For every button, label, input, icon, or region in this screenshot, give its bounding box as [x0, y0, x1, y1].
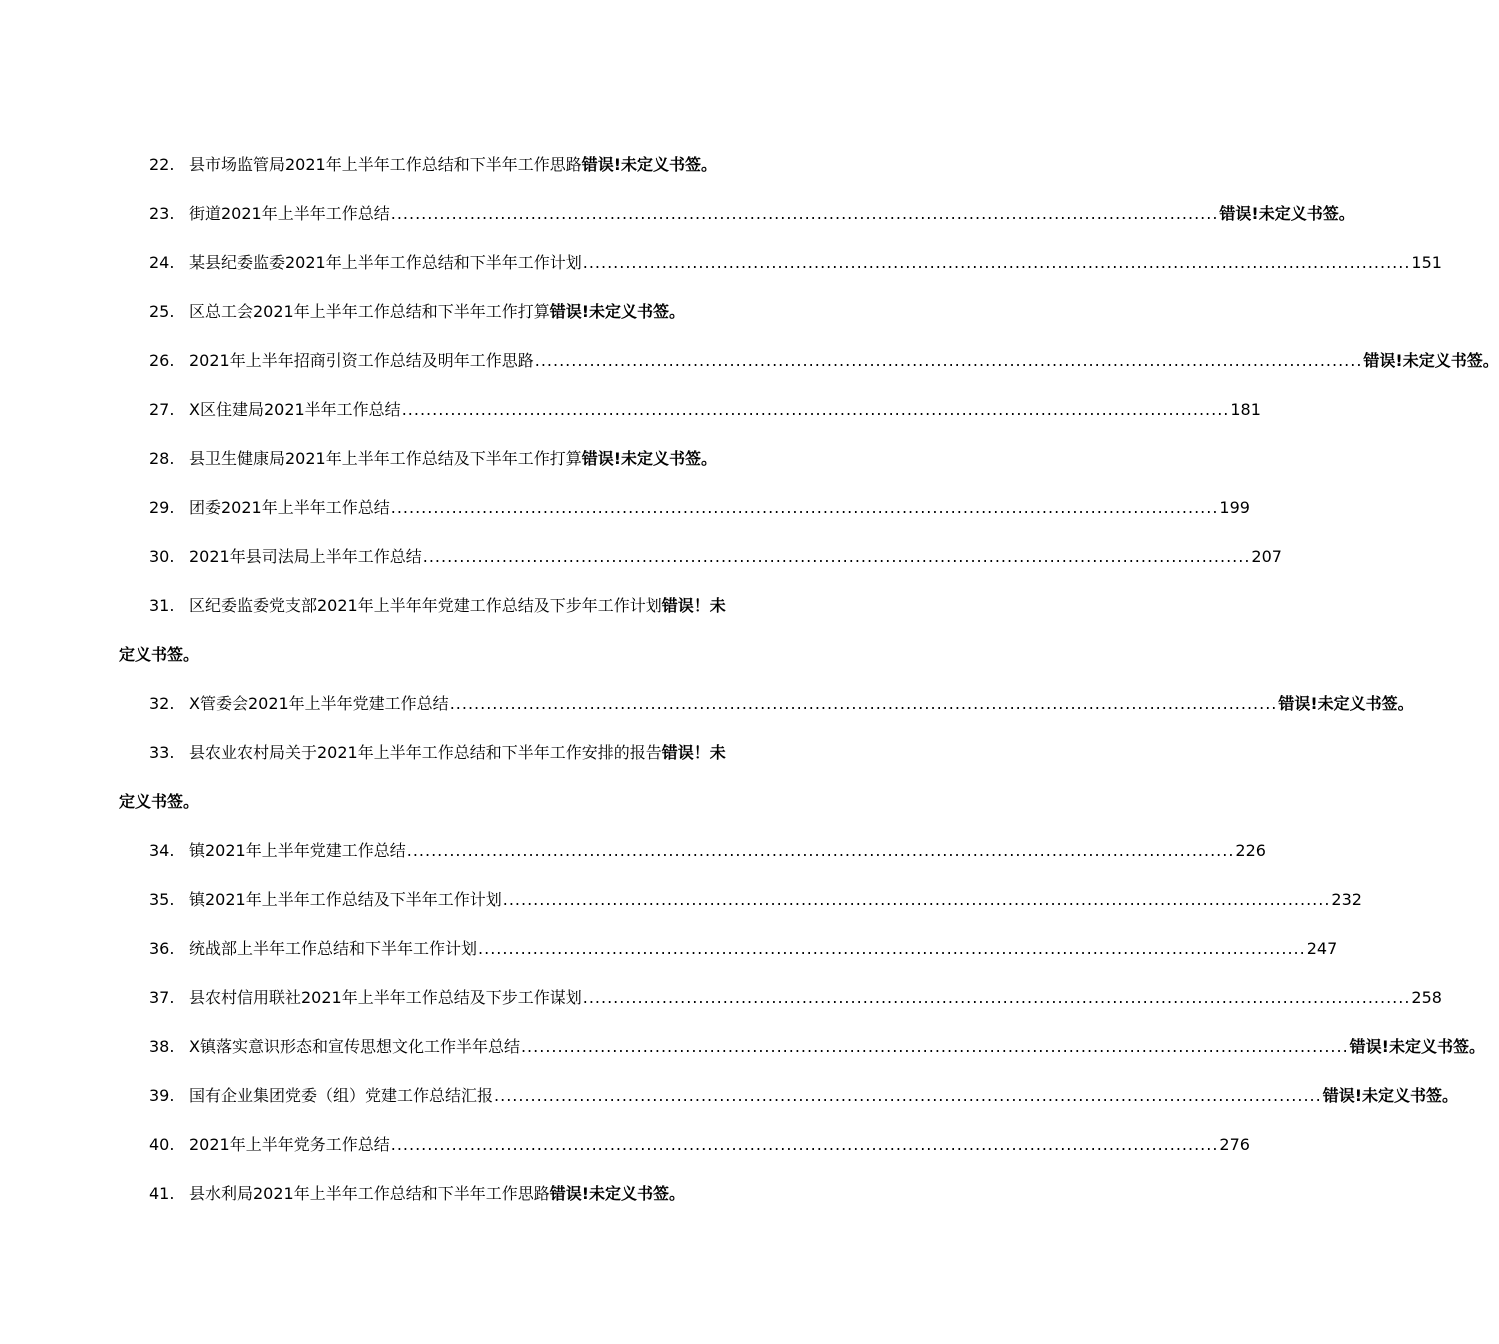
toc-entry[interactable]: [0, 442, 950, 491]
toc-entry-number: 31.: [149, 596, 175, 615]
toc-leader-dots: ........................................................................................................................................: [502, 890, 1331, 909]
toc-bookmark-error: 错误!未定义书签。: [581, 155, 718, 174]
toc-entry-title[interactable]: 县农村信用联社2021年上半年工作总结及下步工作谋划: [189, 988, 582, 1007]
toc-line: [0, 344, 1499, 393]
toc-entry[interactable]: [0, 589, 950, 687]
toc-entry[interactable]: [0, 1030, 1485, 1079]
toc-entry-body: [189, 491, 1250, 525]
toc-entry-number: 35.: [149, 890, 175, 909]
toc-entry-body: [189, 442, 834, 476]
toc-entry-title[interactable]: 区总工会2021年上半年工作总结和下半年工作打算: [189, 302, 550, 321]
toc-line: [0, 1030, 1485, 1079]
toc-line: [0, 1177, 950, 1226]
toc-line: [0, 981, 1442, 1030]
toc-bookmark-error: 错误!未定义书签。: [1322, 1086, 1459, 1105]
toc-entry[interactable]: [0, 883, 1362, 932]
toc-bookmark-error: 错误!未定义书签。: [1349, 1037, 1485, 1056]
toc-entry-title[interactable]: 县水利局2021年上半年工作总结和下半年工作思路: [189, 1184, 550, 1203]
toc-leader-dots: ........................................................................................................................................: [449, 694, 1278, 713]
toc-entry-body: [189, 687, 1414, 721]
toc-entry-body: [189, 1079, 1459, 1113]
toc-entry-number: 24.: [149, 253, 175, 272]
toc-entry-body: [189, 932, 1338, 966]
toc-entry-body: [189, 540, 1282, 574]
toc-page-number: 258: [1411, 988, 1442, 1007]
toc-entry-title[interactable]: 县市场监管局2021年上半年工作总结和下半年工作思路: [189, 155, 582, 174]
toc-bookmark-error: 错误!未定义书签。: [1278, 694, 1414, 713]
toc-entry-title[interactable]: 2021年上半年招商引资工作总结及明年工作思路: [189, 351, 534, 370]
toc-entry-number: 34.: [149, 841, 175, 860]
toc-entry-body: [189, 393, 1261, 427]
toc-entry-number: 29.: [149, 498, 175, 517]
toc-line: [0, 1128, 1250, 1177]
toc-leader-dots: ........................................................................................................................................: [390, 204, 1219, 223]
toc-entry[interactable]: [0, 295, 950, 344]
toc-page-number: 276: [1219, 1135, 1250, 1154]
toc-leader-dots: ........................................................................................................................................: [582, 253, 1411, 272]
toc-page-number: 151: [1411, 253, 1442, 272]
toc-entry-number: 36.: [149, 939, 175, 958]
toc-page-number: 181: [1230, 400, 1261, 419]
toc-line: [0, 540, 1282, 589]
toc-line: [0, 393, 1261, 442]
toc-bookmark-error: 错误！未: [661, 743, 726, 762]
toc-entry-number: 37.: [149, 988, 175, 1007]
toc-entry-number: 41.: [149, 1184, 175, 1203]
toc-line: [0, 883, 1362, 932]
toc-line-continuation: [0, 785, 950, 834]
toc-entry-title[interactable]: 团委2021年上半年工作总结: [189, 498, 390, 517]
toc-bookmark-error: 错误!未定义书签。: [1219, 204, 1355, 223]
toc-leader-dots: ........................................................................................................................................: [406, 841, 1235, 860]
toc-entry[interactable]: [0, 344, 1499, 393]
toc-entry[interactable]: [0, 491, 1250, 540]
toc-entry-title[interactable]: 区纪委监委党支部2021年上半年年党建工作总结及下步年工作计划: [189, 596, 662, 615]
toc-entry-body: [189, 981, 1442, 1015]
toc-entry-body: [189, 246, 1442, 280]
toc-line: [0, 148, 950, 197]
toc-entry-number: 40.: [149, 1135, 175, 1154]
toc-page-number: 199: [1219, 498, 1250, 517]
toc-leader-dots: ........................................................................................................................................: [534, 351, 1363, 370]
toc-entry-number: 26.: [149, 351, 175, 370]
toc-entry[interactable]: [0, 834, 1266, 883]
toc-page-number: 232: [1331, 890, 1362, 909]
toc-bookmark-error: 错误!未定义书签。: [1363, 351, 1499, 370]
toc-page-number: 207: [1251, 547, 1282, 566]
toc-line: [0, 932, 1338, 981]
table-of-contents: [0, 148, 1499, 1226]
toc-entry[interactable]: [0, 687, 1414, 736]
toc-entry-title[interactable]: 2021年县司法局上半年工作总结: [189, 547, 422, 566]
toc-line: [0, 197, 1355, 246]
toc-line: [0, 246, 1442, 295]
toc-entry[interactable]: [0, 736, 950, 834]
toc-entry-title[interactable]: 镇2021年上半年党建工作总结: [189, 841, 406, 860]
toc-entry-title[interactable]: 2021年上半年党务工作总结: [189, 1135, 390, 1154]
toc-entry-number: 32.: [149, 694, 175, 713]
toc-entry-title[interactable]: 街道2021年上半年工作总结: [189, 204, 390, 223]
toc-entry[interactable]: [0, 1177, 950, 1226]
toc-entry[interactable]: [0, 246, 1442, 295]
toc-leader-dots: ........................................................................................................................................: [520, 1037, 1349, 1056]
toc-entry-title[interactable]: X区住建局2021半年工作总结: [189, 400, 401, 419]
toc-entry-number: 28.: [149, 449, 175, 468]
toc-leader-dots: ........................................................................................................................................: [478, 939, 1306, 958]
toc-bookmark-error-continued: 定义书签。: [119, 645, 200, 664]
toc-leader-dots: ........................................................................................................................................: [390, 498, 1219, 517]
toc-entry[interactable]: [0, 540, 1282, 589]
toc-entry-body: [189, 883, 1362, 917]
toc-entry[interactable]: [0, 1128, 1250, 1177]
toc-entry[interactable]: [0, 393, 1261, 442]
toc-entry-number: 38.: [149, 1037, 175, 1056]
toc-line-continuation: [0, 638, 950, 687]
toc-entry[interactable]: [0, 1079, 1459, 1128]
toc-entry-title[interactable]: X管委会2021年上半年党建工作总结: [189, 694, 449, 713]
toc-entry[interactable]: [0, 932, 1338, 981]
toc-entry-number: 33.: [149, 743, 175, 762]
toc-entry-body: [189, 736, 834, 770]
toc-entry-title[interactable]: 县农业农村局关于2021年上半年工作总结和下半年工作安排的报告: [189, 743, 662, 762]
toc-bookmark-error: 错误!未定义书签。: [549, 302, 686, 321]
toc-entry-body: [189, 148, 834, 182]
toc-entry-body: [189, 1177, 834, 1211]
toc-entry-body: [189, 1030, 1485, 1064]
toc-entry-body: [189, 589, 834, 623]
toc-entry-title[interactable]: 镇2021年上半年工作总结及下半年工作计划: [189, 890, 502, 909]
toc-entry-title[interactable]: X镇落实意识形态和宣传思想文化工作半年总结: [189, 1037, 520, 1056]
toc-page-number: 226: [1235, 841, 1266, 860]
toc-entry-body: [189, 834, 1266, 868]
toc-entry-number: 30.: [149, 547, 175, 566]
toc-leader-dots: ........................................................................................................................................: [494, 1086, 1322, 1105]
toc-entry-title[interactable]: 国有企业集团党委（组）党建工作总结汇报: [189, 1086, 494, 1105]
toc-entry-title[interactable]: 某县纪委监委2021年上半年工作总结和下半年工作计划: [189, 253, 582, 272]
toc-bookmark-error: 错误！未: [661, 596, 726, 615]
toc-entry-title[interactable]: 统战部上半年工作总结和下半年工作计划: [189, 939, 478, 958]
toc-line: [0, 1079, 1459, 1128]
toc-entry-title[interactable]: 县卫生健康局2021年上半年工作总结及下半年工作打算: [189, 449, 582, 468]
toc-bookmark-error: 错误!未定义书签。: [549, 1184, 686, 1203]
toc-bookmark-error-continued: 定义书签。: [119, 792, 200, 811]
toc-entry-body: [189, 344, 1499, 378]
toc-entry-number: 27.: [149, 400, 175, 419]
toc-entry-number: 39.: [149, 1086, 175, 1105]
toc-line: [0, 442, 950, 491]
toc-line: [0, 589, 950, 638]
toc-line: [0, 491, 1250, 540]
toc-leader-dots: ........................................................................................................................................: [390, 1135, 1219, 1154]
toc-bookmark-error: 错误!未定义书签。: [581, 449, 718, 468]
toc-entry[interactable]: [0, 981, 1442, 1030]
toc-line: [0, 687, 1414, 736]
toc-leader-dots: ........................................................................................................................................: [401, 400, 1230, 419]
toc-entry-number: 23.: [149, 204, 175, 223]
toc-line: [0, 295, 950, 344]
toc-entry-number: 25.: [149, 302, 175, 321]
toc-entry-body: [189, 295, 834, 329]
toc-leader-dots: ........................................................................................................................................: [582, 988, 1411, 1007]
toc-line: [0, 736, 950, 785]
toc-entry-number: 22.: [149, 155, 175, 174]
toc-page-number: 247: [1306, 939, 1338, 958]
toc-entry[interactable]: [0, 197, 1355, 246]
toc-line: [0, 834, 1266, 883]
toc-entry[interactable]: [0, 148, 950, 197]
toc-entry-body: [189, 1128, 1250, 1162]
toc-entry-body: [189, 197, 1355, 231]
toc-leader-dots: ........................................................................................................................................: [422, 547, 1251, 566]
